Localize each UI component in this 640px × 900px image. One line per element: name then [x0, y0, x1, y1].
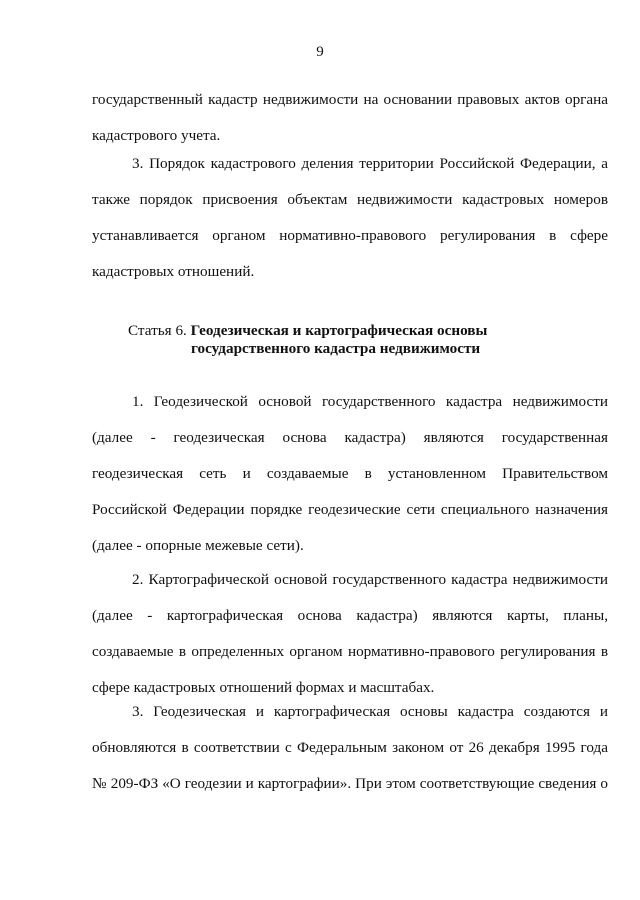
paragraph-continuation — [92, 82, 608, 154]
text-line: (далее - геодезическая основа кадастра) являются государственная — [92, 429, 608, 446]
text-line: (далее - опорные межевые сети). — [92, 537, 304, 554]
text-line: государственный кадастр недвижимости на основании правовых актов органа — [92, 91, 608, 108]
text-line: 1. Геодезической основой государственного кадастра недвижимости — [132, 393, 608, 410]
text-line: 2. Картографической основой государственного кадастра недвижимости — [132, 571, 608, 588]
text-line: 3. Порядок кадастрового деления территории Российской Федерации, а — [132, 155, 608, 172]
text-line: № 209-ФЗ «О геодезии и картографии». При этом соответствующие сведения о — [92, 775, 608, 792]
paragraph-geodetic-basis — [92, 384, 608, 564]
text-line: обновляются в соответствии с Федеральным законом от 26 декабря 1995 года — [92, 739, 608, 756]
text-line: (далее - картографическая основа кадастра) являются карты, планы, — [92, 607, 608, 624]
page-number: 9 — [316, 44, 324, 60]
text-line: 3. Геодезическая и картографическая основы кадастра создаются и — [132, 703, 608, 720]
text-line: сфере кадастровых отношений формах и масштабах. — [92, 679, 435, 696]
paragraph-cadastral-division — [92, 146, 608, 290]
article-label: Статья 6. — [128, 322, 187, 339]
article-title-line1: Геодезическая и картографическая основы — [190, 322, 488, 339]
paragraph-cartographic-basis — [92, 562, 608, 706]
text-line: Российской Федерации порядке геодезические сети специального назначения — [92, 501, 608, 518]
text-line: кадастровых отношений. — [92, 263, 255, 280]
text-line: геодезическая сеть и создаваемые в установленном Правительством — [92, 465, 608, 482]
text-line: кадастрового учета. — [92, 127, 221, 144]
text-line: создаваемые в определенных органом нормативно-правового регулирования в — [92, 643, 608, 660]
article-heading — [128, 322, 487, 358]
article-title-line2: государственного кадастра недвижимости — [191, 340, 481, 357]
text-line: устанавливается органом нормативно-правового регулирования в сфере — [92, 227, 608, 244]
text-line: также порядок присвоения объектам недвижимости кадастровых номеров — [92, 191, 608, 208]
paragraph-basis-updates — [92, 694, 608, 802]
